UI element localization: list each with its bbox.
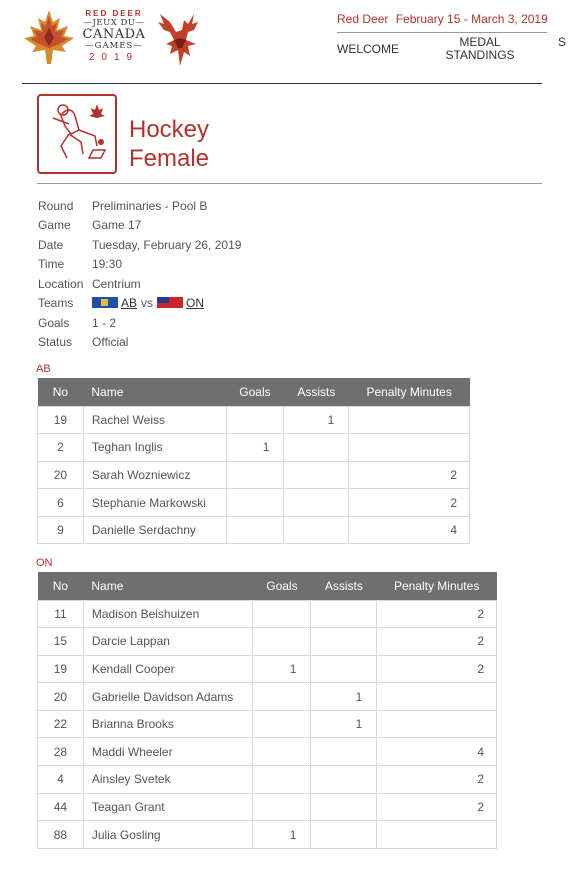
- player-name: Gabrielle Davidson Adams: [83, 683, 253, 711]
- player-assists: [311, 655, 377, 683]
- player-goals: [253, 738, 311, 766]
- table-header-row: [38, 572, 497, 600]
- nav-divider: [337, 32, 547, 33]
- player-goals: [253, 628, 311, 656]
- info-row-date: [38, 235, 241, 255]
- player-penalty-minutes: [377, 710, 497, 738]
- sport-gender: Female: [129, 145, 210, 172]
- player-assists: [284, 516, 349, 544]
- player-assists: 1: [284, 406, 349, 434]
- logo-wordmark: [76, 9, 152, 63]
- table-row: [38, 406, 470, 434]
- player-assists: [311, 738, 377, 766]
- info-value: 19:30: [92, 257, 123, 272]
- player-penalty-minutes: 4: [349, 516, 470, 544]
- logo-games-text: —GAMES—: [85, 41, 143, 51]
- player-goals: [253, 766, 311, 794]
- teams-value: [92, 296, 204, 310]
- event-strip: [337, 12, 548, 26]
- info-value: Centrium: [92, 276, 141, 291]
- info-label: Goals: [38, 315, 70, 330]
- event-dates: February 15 - March 3, 2019: [395, 12, 548, 26]
- col-penalty-minutes: Penalty Minutes: [377, 572, 497, 600]
- player-penalty-minutes: 2: [377, 600, 497, 628]
- info-label: Location: [38, 276, 84, 291]
- main-nav: [337, 36, 577, 62]
- col-penalty-minutes: Penalty Minutes: [349, 378, 470, 406]
- player-penalty-minutes: [349, 434, 470, 462]
- player-number: 9: [38, 516, 84, 544]
- player-assists: 1: [311, 710, 377, 738]
- player-assists: 1: [311, 683, 377, 711]
- team-label-ab: AB: [36, 363, 51, 375]
- info-label: Date: [38, 237, 64, 252]
- player-goals: [253, 710, 311, 738]
- table-row: [38, 461, 470, 489]
- player-penalty-minutes: 2: [349, 489, 470, 517]
- nav-item-truncated[interactable]: S: [557, 35, 566, 49]
- ontario-flag-icon: [157, 297, 183, 308]
- player-assists: [311, 766, 377, 794]
- maple-leaf-logo-icon: [22, 8, 76, 70]
- team-link-ab[interactable]: AB: [121, 296, 138, 311]
- player-goals: 1: [253, 821, 311, 849]
- info-row-game: [38, 216, 241, 236]
- col-name: Name: [83, 572, 253, 600]
- player-number: 88: [38, 821, 84, 849]
- player-number: 28: [38, 738, 84, 766]
- info-row-status: [38, 333, 241, 353]
- player-penalty-minutes: [377, 683, 497, 711]
- player-penalty-minutes: 2: [349, 461, 470, 489]
- table-row: [38, 683, 497, 711]
- player-goals: [253, 793, 311, 821]
- col-assists: Assists: [311, 572, 377, 600]
- player-name: Kendall Cooper: [83, 655, 253, 683]
- table-row: [38, 434, 470, 462]
- table-row: [38, 738, 497, 766]
- info-value: Official: [92, 335, 129, 350]
- player-penalty-minutes: 2: [377, 766, 497, 794]
- hockey-pictogram-icon: [37, 94, 117, 174]
- player-goals: 1: [226, 434, 284, 462]
- player-goals: [226, 489, 284, 517]
- table-row: [38, 600, 497, 628]
- info-row-location: [38, 274, 241, 294]
- sport-name: Hockey: [129, 116, 210, 143]
- player-number: 11: [38, 600, 84, 628]
- col-no: No: [38, 378, 84, 406]
- player-name: Danielle Serdachny: [83, 516, 226, 544]
- info-label: Status: [38, 335, 73, 350]
- nav-welcome[interactable]: WELCOME: [337, 42, 400, 56]
- player-goals: 1: [253, 655, 311, 683]
- player-assists: [284, 489, 349, 517]
- logo-canada-text: CANADA: [82, 27, 146, 42]
- col-name: Name: [83, 378, 226, 406]
- alberta-flag-icon: [92, 297, 118, 308]
- info-row-goals: [38, 313, 241, 333]
- info-row-teams: [38, 294, 241, 314]
- player-number: 6: [38, 489, 84, 517]
- player-name: Maddi Wheeler: [83, 738, 253, 766]
- site-header: [22, 0, 566, 84]
- col-no: No: [38, 572, 84, 600]
- info-row-round: [38, 196, 241, 216]
- event-city: Red Deer: [337, 12, 389, 26]
- player-goals: [253, 683, 311, 711]
- table-row: [38, 710, 497, 738]
- info-label: Time: [38, 257, 65, 272]
- logo-jeux-text: —JEUX DU—: [83, 18, 145, 28]
- player-assists: [311, 821, 377, 849]
- player-penalty-minutes: 2: [377, 628, 497, 656]
- player-name: Sarah Wozniewicz: [83, 461, 226, 489]
- player-assists: [284, 461, 349, 489]
- logo-city-text: RED DEER: [85, 9, 143, 18]
- player-name: Julia Gosling: [83, 821, 253, 849]
- player-name: Teghan Inglis: [83, 434, 226, 462]
- info-value: 1 - 2: [92, 315, 117, 330]
- player-name: Ainsley Svetek: [83, 766, 253, 794]
- canada-games-logo[interactable]: [22, 5, 204, 71]
- page-title: [129, 115, 209, 173]
- player-penalty-minutes: [349, 406, 470, 434]
- info-label: Round: [38, 198, 74, 213]
- player-number: 22: [38, 710, 84, 738]
- player-penalty-minutes: 2: [377, 655, 497, 683]
- player-assists: [311, 793, 377, 821]
- logo-year-text: 2019: [88, 52, 140, 63]
- player-stats-table-on: [37, 572, 497, 849]
- player-goals: [226, 406, 284, 434]
- player-name: Rachel Weiss: [83, 406, 226, 434]
- player-assists: [311, 600, 377, 628]
- player-assists: [284, 434, 349, 462]
- title-divider: [37, 183, 542, 184]
- player-goals: [226, 516, 284, 544]
- player-name: Darcie Lappan: [83, 628, 253, 656]
- player-number: 19: [38, 406, 84, 434]
- player-number: 44: [38, 793, 84, 821]
- player-assists: [311, 628, 377, 656]
- col-goals: Goals: [226, 378, 284, 406]
- info-label: Game: [38, 218, 71, 233]
- table-row: [38, 628, 497, 656]
- player-name: Stephanie Markowski: [83, 489, 226, 517]
- player-number: 4: [38, 766, 84, 794]
- table-row: [38, 766, 497, 794]
- col-assists: Assists: [284, 378, 349, 406]
- col-goals: Goals: [253, 572, 311, 600]
- table-row: [38, 821, 497, 849]
- player-penalty-minutes: 4: [377, 738, 497, 766]
- nav-medal-standings[interactable]: MEDAL STANDINGS: [445, 35, 515, 62]
- vs-text: vs: [141, 296, 154, 311]
- info-value: Tuesday, February 26, 2019: [92, 237, 242, 252]
- player-name: Madison Beishuizen: [83, 600, 253, 628]
- player-goals: [253, 600, 311, 628]
- info-value: Preliminaries - Pool B: [92, 198, 208, 213]
- table-row: [38, 793, 497, 821]
- player-penalty-minutes: [377, 821, 497, 849]
- player-number: 15: [38, 628, 84, 656]
- info-row-time: [38, 255, 241, 275]
- team-link-on[interactable]: ON: [186, 296, 205, 311]
- team-label-on: ON: [36, 557, 53, 569]
- info-value: Game 17: [92, 218, 142, 233]
- deer-logo-icon: [150, 10, 200, 70]
- table-header-row: [38, 378, 470, 406]
- game-info: [38, 196, 241, 352]
- player-number: 2: [38, 434, 84, 462]
- player-name: Brianna Brooks: [83, 710, 253, 738]
- table-row: [38, 655, 497, 683]
- hockey-player-icon: [39, 96, 115, 172]
- player-number: 20: [38, 461, 84, 489]
- player-goals: [226, 461, 284, 489]
- table-row: [38, 516, 470, 544]
- player-number: 20: [38, 683, 84, 711]
- info-label: Teams: [38, 296, 74, 311]
- player-stats-table-ab: [37, 378, 470, 544]
- player-penalty-minutes: 2: [377, 793, 497, 821]
- player-name: Teagan Grant: [83, 793, 253, 821]
- table-row: [38, 489, 470, 517]
- player-number: 19: [38, 655, 84, 683]
